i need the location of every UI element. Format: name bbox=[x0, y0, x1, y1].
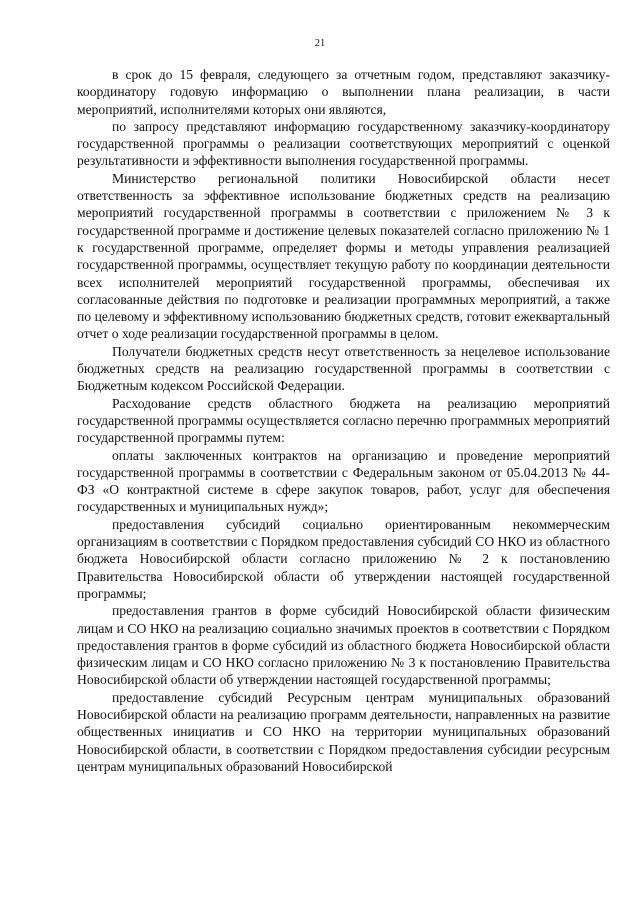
page-number: 21 bbox=[314, 38, 326, 49]
document-body bbox=[77, 66, 610, 775]
paragraph-annual-report-deadline: в срок до 15 февраля, следующего за отчетным годом, представляют заказчику-координатору годовую информацию о выполнении плана реализации, в части мероприятий, исполнителями которых они являются, bbox=[77, 67, 610, 117]
paragraph-subsidies-nko: предоставления субсидий социально ориентированным некоммерческим организациям в соответствии с Порядком предоставления субсидий СО НКО из областного бюджета Новосибирской области согласно приложению № 2 к постановлению Правительства Новосибирской области об утверждении настоящей государственной программы; bbox=[77, 516, 610, 601]
paragraph-recipients-responsibility: Получатели бюджетных средств несут ответственность за нецелевое использование бюджетных средств на реализацию государственной программы в соответствии с Бюджетным кодексом Российской Федерации. bbox=[77, 343, 610, 394]
paragraph-budget-spending: Расходование средств областного бюджета на реализацию мероприятий государственной программы осуществляется согласно перечню программных мероприятий государственной программы путем: bbox=[77, 395, 610, 446]
paragraph-ministry-responsibility: Министерство региональной политики Новосибирской области несет ответственность за эффективное использование бюджетных средств на реализацию мероприятий государственной программы в соответствии с приложением № 3 к государственной программе и достижение целевых показателей согласно приложению № 1 к государственной программе, определяет формы и методы управления реализацией государственной программы, осуществляет текущую работу по координации деятельности всех исполнителей мероприятий государственной программы, обеспечивая их согласованные действия по подготовке и реализации программных мероприятий, а также по целевому и эффективному использованию бюджетных средств, готовит ежеквартальный отчет о ходе реализации государственной программы в целом. bbox=[77, 170, 610, 342]
paragraph-contract-payments: оплаты заключенных контрактов на организацию и проведение мероприятий государственной программы в соответствии с Федеральным законом от 05.04.2013 № 44-ФЗ «О контрактной системе в сфере закупок товаров, работ, услуг для обеспечения государственных и муниципальных нужд»; bbox=[77, 447, 610, 515]
paragraph-information-on-request: по запросу представляют информацию государственному заказчику-координатору государственной программы о реализации соответствующих мероприятий с оценкой результативности и эффективности выполнения государственной программы. bbox=[77, 118, 610, 169]
paragraph-resource-centers: предоставление субсидий Ресурсным центрам муниципальных образований Новосибирской области на реализацию программ деятельности, направленных на развитие общественных инициатив и СО НКО на территории муниципальных образований Новосибирской области, в соответствии с Порядком предоставления субсидии ресурсным центрам муниципальных образований Новосибирской bbox=[77, 689, 610, 774]
paragraph-grants: предоставления грантов в форме субсидий Новосибирской области физическим лицам и СО НКО на реализацию социально значимых проектов в соответствии с Порядком предоставления грантов в форме субсидий из областного бюджета Новосибирской области физическим лицам и СО НКО согласно приложению № 3 к постановлению Правительства Новосибирской области об утверждении настоящей государственной программы; bbox=[77, 603, 610, 688]
